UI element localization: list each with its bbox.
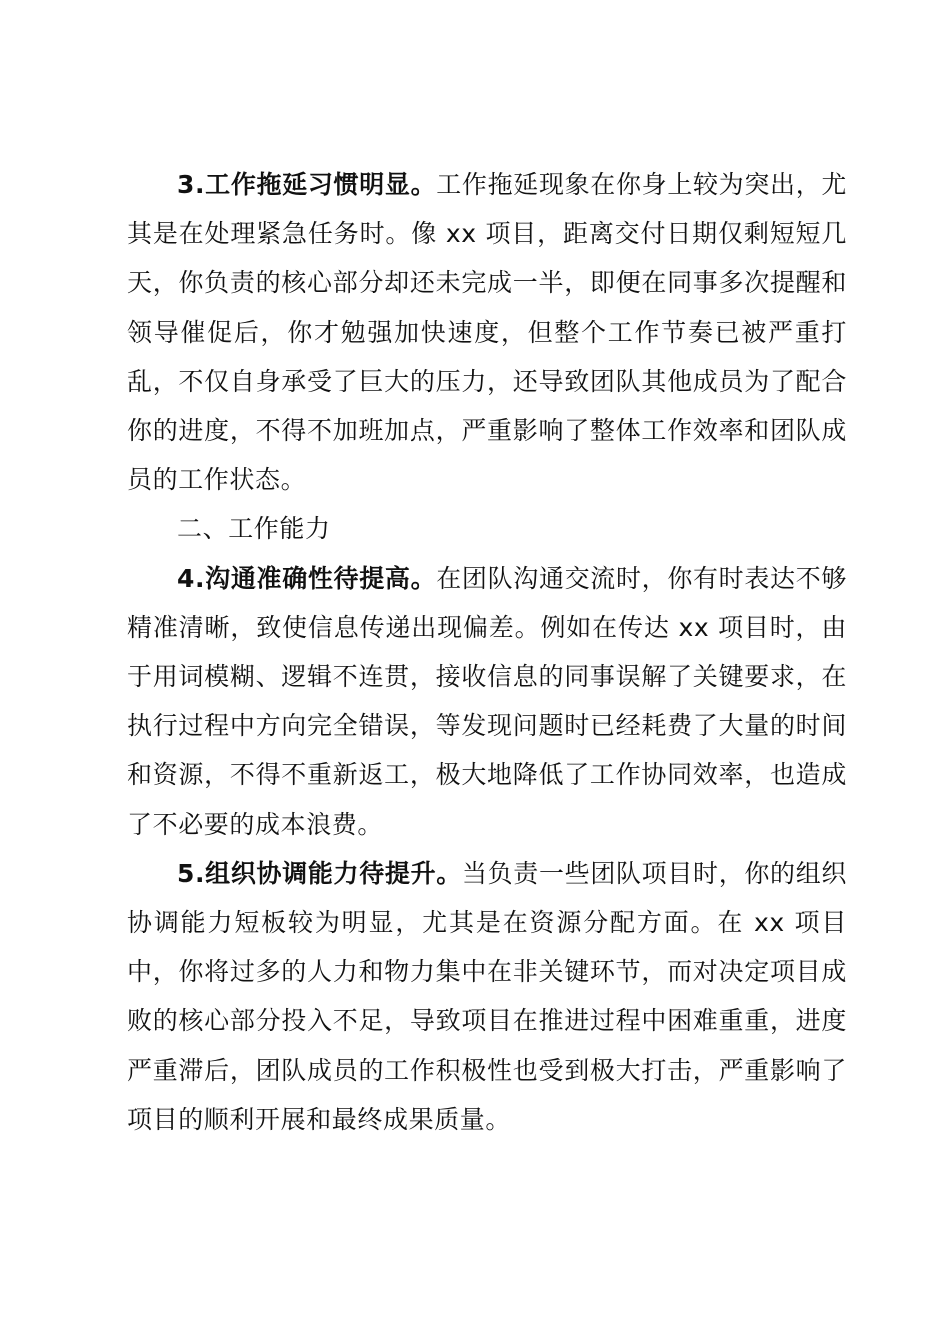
- section-heading-work-ability: 二、工作能力: [177, 514, 331, 544]
- paragraph-3-lead: 3.工作拖延习惯明显。: [177, 170, 437, 199]
- paragraph-5-coordination: [127, 849, 847, 1144]
- paragraph-4-lead: 4.沟通准确性待提高。: [177, 563, 437, 593]
- paragraph-4-body: 在团队沟通交流时，你有时表达不够精准清晰，致使信息传递出现偏差。例如在传达 xx 项目时，由于用词模糊、逻辑不连贯，接收信息的同事误解了关键要求，在执行过程中方向完全错误，等发现问题时已经耗费了大量的时间和资源，不得不重新返工，极大地降低了工作协同效率，也造成了不必要的成本浪费。: [127, 563, 847, 839]
- paragraph-3-work-delay: [127, 160, 847, 504]
- document-body: [127, 160, 847, 1144]
- paragraph-5-body: 当负责一些团队项目时，你的组织协调能力短板较为明显，尤其是在资源分配方面。在 xx 项目中，你将过多的人力和物力集中在非关键环节，而对决定项目成败的核心部分投入不足，导致项目在推进过程中困难重重，进度严重滞后，团队成员的工作积极性也受到极大打击，严重影响了项目的顺利开展和最终成果质量。: [127, 858, 847, 1134]
- paragraph-3-body: 工作拖延现象在你身上较为突出，尤其是在处理紧急任务时。像 xx 项目，距离交付日期仅剩短短几天，你负责的核心部分却还未完成一半，即便在同事多次提醒和领导催促后，你才勉强加快速度，但整个工作节奏已被严重打乱，不仅自身承受了巨大的压力，还导致团队其他成员为了配合你的进度，不得不加班加点，严重影响了整体工作效率和团队成员的工作状态。: [127, 170, 847, 495]
- paragraph-5-lead: 5.组织协调能力待提升。: [177, 858, 462, 888]
- paragraph-4-communication: [127, 554, 847, 849]
